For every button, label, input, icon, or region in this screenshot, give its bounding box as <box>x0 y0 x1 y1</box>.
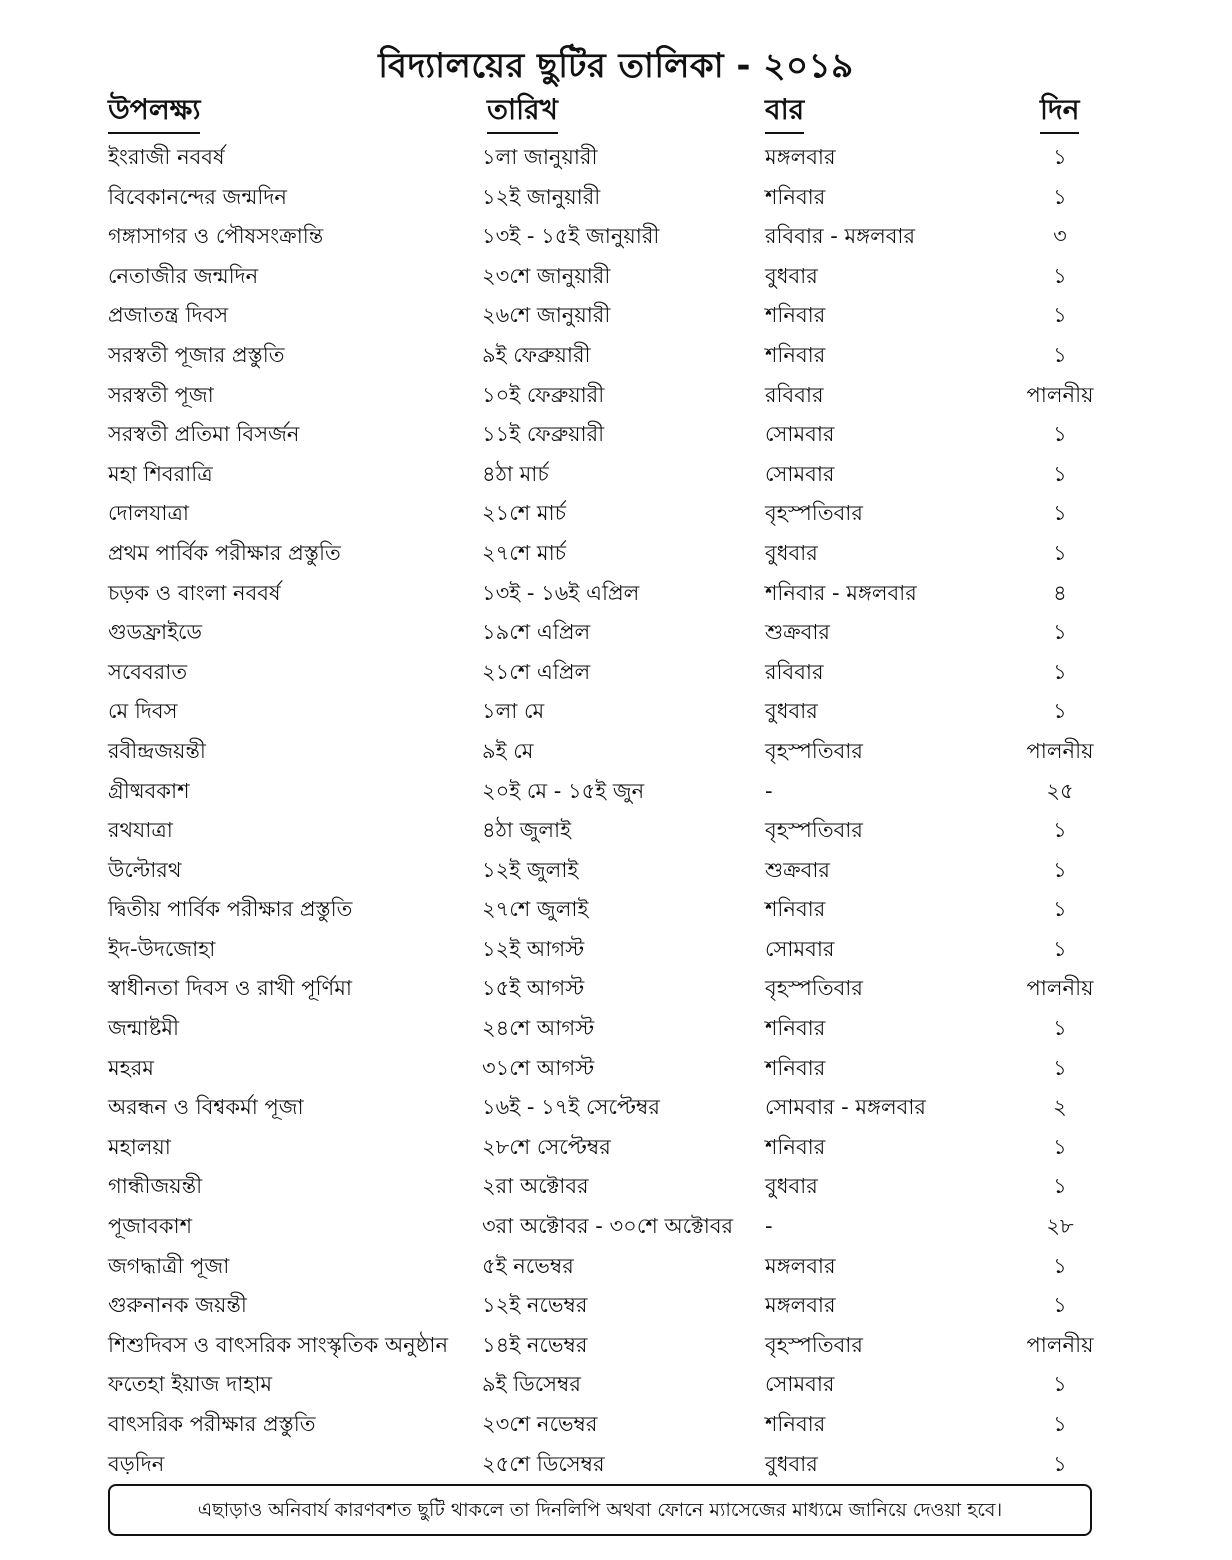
cell-day: শনিবার <box>765 1134 826 1159</box>
table-row <box>0 1365 1232 1405</box>
cell-day: শনিবার <box>765 1016 826 1041</box>
cell-count: ১ <box>1053 857 1067 882</box>
cell-day: রবিবার - মঙ্গলবার <box>765 224 916 249</box>
cell-occasion: গান্ধীজয়ন্তী <box>108 1174 203 1199</box>
holiday-table <box>0 138 1232 1484</box>
cell-day: শনিবার - মঙ্গলবার <box>765 580 917 605</box>
cell-day: বৃহস্পতিবার <box>765 976 863 1001</box>
cell-occasion: গুডফ্রাইডে <box>108 620 202 645</box>
table-row <box>0 811 1232 851</box>
cell-day: শুক্রবার <box>765 620 830 645</box>
table-row <box>0 336 1232 376</box>
table-row <box>0 1049 1232 1089</box>
cell-occasion: জগদ্ধাত্রী পূজা <box>108 1253 230 1278</box>
cell-day: বৃহস্পতিবার <box>765 818 863 843</box>
cell-count: ১ <box>1053 461 1067 486</box>
cell-occasion: চড়ক ও বাংলা নববর্ষ <box>108 580 281 605</box>
table-row <box>0 1247 1232 1287</box>
table-row <box>0 613 1232 653</box>
page-title: বিদ্যালয়ের ছুটির তালিকা - ২০১৯ <box>378 46 854 86</box>
header-date: তারিখ <box>487 92 558 134</box>
cell-occasion: রথযাত্রা <box>108 818 173 843</box>
table-row <box>0 732 1232 772</box>
cell-date: ১০ই ফেব্রুয়ারী <box>482 382 605 407</box>
cell-day: বুধবার <box>765 1451 818 1476</box>
table-row <box>0 415 1232 455</box>
table-row <box>0 1445 1232 1485</box>
table-row <box>0 574 1232 614</box>
cell-date: ১২ই আগস্ট <box>482 936 585 961</box>
table-row <box>0 653 1232 693</box>
cell-count: ১ <box>1053 263 1067 288</box>
cell-occasion: মহালয়া <box>108 1134 171 1159</box>
cell-date: ৩১শে আগস্ট <box>482 1055 595 1080</box>
cell-date: ২৩শে জানুয়ারী <box>482 263 611 288</box>
cell-day: বুধবার <box>765 263 818 288</box>
cell-occasion: গঙ্গাসাগর ও পৌষসংক্রান্তি <box>108 224 324 249</box>
cell-occasion: নেতাজীর জন্মদিন <box>108 263 259 288</box>
table-row <box>0 1207 1232 1247</box>
cell-count: ২৮ <box>1046 1214 1074 1239</box>
cell-date: ১৩ই - ১৬ই এপ্রিল <box>482 580 640 605</box>
cell-date: ৪ঠা জুলাই <box>482 818 572 843</box>
cell-day: মঙ্গলবার <box>765 1253 836 1278</box>
cell-occasion: দোলযাত্রা <box>108 501 189 526</box>
cell-day: বৃহস্পতিবার <box>765 1332 863 1357</box>
cell-date: ২০ই মে - ১৫ই জুন <box>482 778 645 803</box>
table-row <box>0 692 1232 732</box>
table-row <box>0 1326 1232 1366</box>
table-row <box>0 138 1232 178</box>
cell-date: ২৭শে মার্চ <box>482 540 567 565</box>
cell-date: ২রা অক্টোবর <box>482 1174 589 1199</box>
cell-date: ২৬শে জানুয়ারী <box>482 303 611 328</box>
table-row <box>0 1088 1232 1128</box>
cell-occasion: ফতেহা ইয়াজ দাহাম <box>108 1372 273 1397</box>
cell-occasion: ইদ-উদজোহা <box>108 936 216 961</box>
cell-day: শনিবার <box>765 1055 826 1080</box>
cell-date: ৯ই ফেব্রুয়ারী <box>482 342 591 367</box>
cell-date: ২১শে এপ্রিল <box>482 659 591 684</box>
table-row <box>0 1167 1232 1207</box>
cell-date: ৯ই ডিসেম্বর <box>482 1372 581 1397</box>
cell-day: রবিবার <box>765 659 824 684</box>
cell-day: বৃহস্পতিবার <box>765 501 863 526</box>
cell-count: ১ <box>1053 501 1067 526</box>
cell-occasion: মহরম <box>108 1055 154 1080</box>
cell-count: ১ <box>1053 540 1067 565</box>
cell-count: ১ <box>1053 1293 1067 1318</box>
table-row <box>0 494 1232 534</box>
cell-date: ১১ই ফেব্রুয়ারী <box>482 422 605 447</box>
cell-count: ৪ <box>1053 580 1067 605</box>
cell-occasion: গ্রীষ্মবকাশ <box>108 778 190 803</box>
table-row <box>0 890 1232 930</box>
cell-occasion: শিশুদিবস ও বাৎসরিক সাংস্কৃতিক অনুষ্ঠান <box>108 1332 449 1357</box>
cell-occasion: সরস্বতী পূজার প্রস্তুতি <box>108 342 285 367</box>
cell-occasion: রবীন্দ্রজয়ন্তী <box>108 738 206 763</box>
cell-day: শনিবার <box>765 303 826 328</box>
cell-day: সোমবার <box>765 422 835 447</box>
cell-count: ১ <box>1053 897 1067 922</box>
cell-day: রবিবার <box>765 382 824 407</box>
cell-occasion: দ্বিতীয় পার্বিক পরীক্ষার প্রস্তুতি <box>108 897 353 922</box>
table-row <box>0 1405 1232 1445</box>
cell-date: ৩রা অক্টোবর - ৩০শে অক্টোবর <box>482 1214 734 1239</box>
cell-count: ১ <box>1053 1174 1067 1199</box>
cell-occasion: জন্মাষ্টমী <box>108 1016 180 1041</box>
cell-occasion: সরস্বতী পূজা <box>108 382 214 407</box>
cell-date: ২৭শে জুলাই <box>482 897 589 922</box>
table-row <box>0 455 1232 495</box>
cell-occasion: মে দিবস <box>108 699 178 724</box>
footer-note: এছাড়াও অনিবার্য কারণবশত ছুটি থাকলে তা দিনলিপি অথবা ফোনে ম্যাসেজের মাধ্যমে জানিয়ে দেওয়া হবে। <box>108 1484 1092 1536</box>
table-row <box>0 1009 1232 1049</box>
cell-day: মঙ্গলবার <box>765 1293 836 1318</box>
cell-occasion: ইংরাজী নববর্ষ <box>108 145 225 169</box>
cell-date: ১লা জানুয়ারী <box>482 145 598 169</box>
cell-date: ১লা মে <box>482 699 545 724</box>
cell-date: ৫ই নভেম্বর <box>482 1253 574 1278</box>
cell-day: শনিবার <box>765 897 826 922</box>
cell-day: বুধবার <box>765 540 818 565</box>
cell-count: ১ <box>1053 342 1067 367</box>
header-occasion: উপলক্ষ্য <box>108 92 200 134</box>
cell-count: ৩ <box>1053 224 1067 249</box>
cell-date: ২৩শে নভেম্বর <box>482 1412 598 1436</box>
cell-count: ১ <box>1053 145 1067 169</box>
cell-count: ১ <box>1053 1016 1067 1041</box>
cell-count: ১ <box>1053 936 1067 961</box>
cell-date: ২১শে মার্চ <box>482 501 566 526</box>
cell-count: ১ <box>1053 184 1067 209</box>
cell-day: সোমবার <box>765 1372 835 1397</box>
cell-occasion: পূজাবকাশ <box>108 1214 193 1239</box>
cell-date: ২৪শে আগস্ট <box>482 1016 595 1041</box>
cell-occasion: অরন্ধন ও বিশ্বকর্মা পূজা <box>108 1095 304 1120</box>
cell-count: পালনীয় <box>1026 1332 1094 1357</box>
cell-count: ১ <box>1053 1372 1067 1397</box>
cell-date: ১৩ই - ১৫ই জানুয়ারী <box>482 224 660 249</box>
cell-occasion: উল্টোরথ <box>108 857 182 882</box>
cell-occasion: গুরুনানক জয়ন্তী <box>108 1293 247 1318</box>
cell-count: ১ <box>1053 620 1067 645</box>
header-count: দিন <box>1040 92 1079 134</box>
cell-count: পালনীয় <box>1026 382 1094 407</box>
cell-count: ১ <box>1053 699 1067 724</box>
cell-day: বুধবার <box>765 1174 818 1199</box>
table-row <box>0 376 1232 416</box>
cell-count: ১ <box>1053 1055 1067 1080</box>
header-day: বার <box>765 92 804 134</box>
cell-day: - <box>765 1214 773 1239</box>
cell-count: ১ <box>1053 818 1067 843</box>
cell-date: ১২ই নভেম্বর <box>482 1293 588 1318</box>
cell-occasion: বিবেকানন্দের জন্মদিন <box>108 184 287 209</box>
cell-count: ১ <box>1053 1412 1067 1436</box>
cell-day: - <box>765 778 773 803</box>
cell-occasion: প্রথম পার্বিক পরীক্ষার প্রস্তুতি <box>108 540 341 565</box>
cell-day: সোমবার <box>765 936 835 961</box>
cell-date: ৪ঠা মার্চ <box>482 461 549 486</box>
cell-count: ১ <box>1053 1134 1067 1159</box>
cell-occasion: সবেবরাত <box>108 659 188 684</box>
cell-count: ১ <box>1053 1253 1067 1278</box>
table-row <box>0 772 1232 812</box>
table-row <box>0 969 1232 1009</box>
cell-occasion: স্বাধীনতা দিবস ও রাখী পূর্ণিমা <box>108 976 352 1001</box>
cell-count: ২ <box>1053 1095 1067 1120</box>
table-row <box>0 930 1232 970</box>
cell-day: বুধবার <box>765 699 818 724</box>
table-row <box>0 178 1232 218</box>
cell-date: ২৮শে সেপ্টেম্বর <box>482 1134 611 1159</box>
table-row <box>0 217 1232 257</box>
table-row <box>0 257 1232 297</box>
table-row <box>0 1286 1232 1326</box>
cell-day: শনিবার <box>765 184 826 209</box>
cell-count: ২৫ <box>1046 778 1074 803</box>
cell-day: মঙ্গলবার <box>765 145 836 169</box>
cell-date: ১৫ই আগস্ট <box>482 976 585 1001</box>
table-row <box>0 1128 1232 1168</box>
cell-day: শনিবার <box>765 342 826 367</box>
cell-count: ১ <box>1053 1451 1067 1476</box>
table-row <box>0 851 1232 891</box>
cell-date: ১৪ই নভেম্বর <box>482 1332 588 1357</box>
cell-date: ১২ই জানুয়ারী <box>482 184 601 209</box>
cell-count: ১ <box>1053 422 1067 447</box>
cell-date: ১২ই জুলাই <box>482 857 579 882</box>
cell-count: পালনীয় <box>1026 976 1094 1001</box>
cell-occasion: সরস্বতী প্রতিমা বিসর্জন <box>108 422 300 447</box>
cell-count: পালনীয় <box>1026 738 1094 763</box>
cell-occasion: মহা শিবরাত্রি <box>108 461 213 486</box>
table-row <box>0 534 1232 574</box>
cell-day: শুক্রবার <box>765 857 830 882</box>
cell-count: ১ <box>1053 659 1067 684</box>
cell-occasion: বাৎসরিক পরীক্ষার প্রস্তুতি <box>108 1412 316 1436</box>
cell-date: ৯ই মে <box>482 738 534 763</box>
cell-count: ১ <box>1053 303 1067 328</box>
cell-date: ১৬ই - ১৭ই সেপ্টেম্বর <box>482 1095 660 1120</box>
cell-day: বৃহস্পতিবার <box>765 738 863 763</box>
table-header <box>0 92 1232 138</box>
table-row <box>0 296 1232 336</box>
cell-day: শনিবার <box>765 1412 826 1436</box>
cell-occasion: বড়দিন <box>108 1451 165 1476</box>
cell-day: সোমবার <box>765 461 835 486</box>
cell-date: ১৯শে এপ্রিল <box>482 620 591 645</box>
cell-occasion: প্রজাতন্ত্র দিবস <box>108 303 229 328</box>
cell-date: ২৫শে ডিসেম্বর <box>482 1451 605 1476</box>
cell-day: সোমবার - মঙ্গলবার <box>765 1095 926 1120</box>
